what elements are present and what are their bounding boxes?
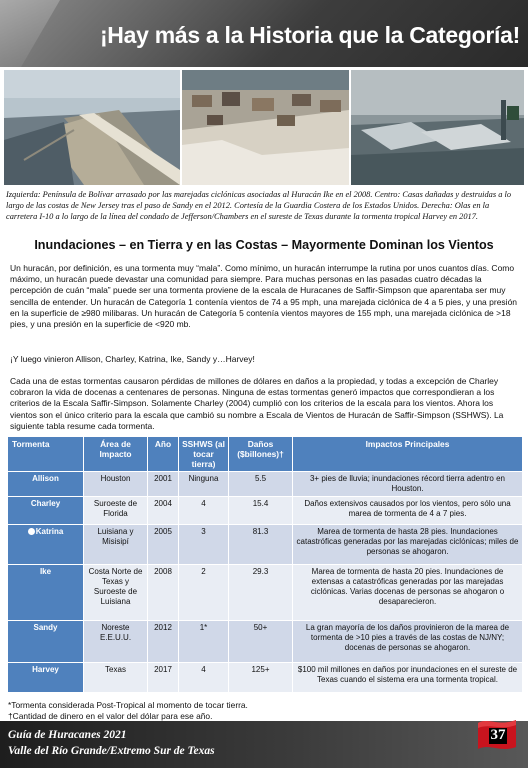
table-row <box>8 621 523 663</box>
table-row <box>8 472 523 497</box>
main-impacts: La gran mayoría de los daños provinieron de la marea de tormenta de >10 pies a través de las costas de NJ/NY; docenas de personas se ahogaron. <box>293 621 523 663</box>
storm-year: 2001 <box>148 472 179 497</box>
body-paragraph-2: ¡Y luego vinieron Allison, Charley, Katrina, Ike, Sandy y…Harvey! <box>10 354 255 364</box>
table-row <box>8 663 523 693</box>
bullet-icon <box>28 528 35 535</box>
damage-value: 5.5 <box>229 472 293 497</box>
photo-caption: Izquierda: Península de Bolívar arrasado por las marejadas ciclónicas asociadas al Huracán Ike en el 2008. Centro: Casas dañadas y destruidas a lo largo de las costas de New Jersey tras el paso de Sandy en el 2012. Cortesía de la Guardia Costera de los Estados Unidos. Derecha: Olas en la carretera I-10 a lo largo de la línea del condado de Jefferson/Chambers en el sureste de Texas durante la tormenta tropical Harvey en 2017. <box>6 190 512 222</box>
main-impacts: Marea de tormenta de hasta 20 pies. Inundaciones de extensas a catastróficas generadas por las marejadas ciclónicas. Varias docenas de personas se ahogaron o desaparecieron. <box>293 565 523 621</box>
header-area: Área de Impacto <box>84 437 148 472</box>
page-footer <box>0 721 528 768</box>
table-row <box>8 565 523 621</box>
damage-value: 125+ <box>229 663 293 693</box>
main-impacts: 3+ pies de lluvia; inundaciones récord tierra adentro en Houston. <box>293 472 523 497</box>
body-paragraph-3: Cada una de estas tormentas causaron pérdidas de millones de dólares en daños a la propiedad, y todas a excepción de Charley cobraron la vida de docenas a centenares de personas. Ninguna de estas tormentas generó impactos que correspondieran a los criterios de la Escala Saffir-Simpson. Solamente Charley (2004) cumplió con los criterios de la escala para los vientos. Ahora los vientos son el único criterio para la escala que cambió su nombre a Escala de Vientos de Huracán de Saffir-Simpson (SSHWS). La siguiente tabla resume cada tormenta. <box>10 376 504 431</box>
main-impacts: Marea de tormenta de hasta 28 pies. Inundaciones catastróficas generadas por las marejadas ciclónicas; miles de personas se ahogaron. <box>293 525 523 565</box>
note-post-tropical: *Tormenta considerada Post-Tropical al momento de tocar tierra. <box>8 700 248 710</box>
impact-area: Costa Norte de Texas y Suroeste de Luisiana <box>84 565 148 621</box>
aerial-houses-photo <box>182 70 349 185</box>
storm-year: 2004 <box>148 497 179 525</box>
impact-area: Houston <box>84 472 148 497</box>
damage-value: 29.3 <box>229 565 293 621</box>
header-year: Año <box>148 437 179 472</box>
impact-area: Suroeste de Florida <box>84 497 148 525</box>
section-title: Inundaciones – en Tierra y en las Costas – Mayormente Dominan los Vientos <box>34 238 494 252</box>
highway-waves-photo <box>351 70 524 185</box>
sshws-category: 3 <box>179 525 229 565</box>
main-impacts: Daños extensivos causados por los vientos, pero sólo una marea de tormenta de 4 a 7 pies. <box>293 497 523 525</box>
header-storm: Tormenta <box>8 437 84 472</box>
damage-value: 15.4 <box>229 497 293 525</box>
header-impacts: Impactos Principales <box>293 437 523 472</box>
damage-value: 50+ <box>229 621 293 663</box>
body-paragraph-1: Un huracán, por definición, es una tormenta muy “mala”. Como mínimo, un huracán interrumpe la rutina por unos cuantos días. Como máximo, un huracán puede devastar una comunidad para siempre. Para muchas personas en las pasadas cuatro décadas la percepción de cuán “mala” puede ser una tormenta proviene de la escala de Huracanes de Saffir-Simpson que aparentaba ser muy sencilla de entender. Un huracán de Categoría 1 contenía vientos de 74 a 95 mph, una marejada ciclónica de 4 a 5 pies, y una presión en la superficie de ≥980 milibaras. Un huracán de Categoría 5 contenía vientos mayores de 155 mph, una marejada ciclónica de >18 pies, y una presión en la superficie de <920 mb. <box>10 263 518 330</box>
storm-name: Ike <box>8 565 84 621</box>
page-number: 37 <box>490 727 506 743</box>
storm-name <box>8 525 84 565</box>
table-row <box>8 525 523 565</box>
impact-area: Noreste E.E.U.U. <box>84 621 148 663</box>
page-title: ¡Hay más a la Historia que la Categoría! <box>99 22 520 48</box>
storms-table <box>7 436 523 693</box>
impact-area: Luisiana y Misisipí <box>84 525 148 565</box>
table-header-row <box>8 437 523 472</box>
table-notes <box>8 700 518 722</box>
sshws-category: 2 <box>179 565 229 621</box>
sshws-category: Ninguna <box>179 472 229 497</box>
main-impacts: $100 mil millones en daños por inundaciones en el sureste de Texas cuando el sistema era una tormenta tropical. <box>293 663 523 693</box>
storm-name: Charley <box>8 497 84 525</box>
sshws-category: 4 <box>179 497 229 525</box>
damage-value: 81.3 <box>229 525 293 565</box>
sshws-category: 4 <box>179 663 229 693</box>
header-damage: Daños ($billones)† <box>229 437 293 472</box>
page-header <box>0 0 528 67</box>
storm-name: Harvey <box>8 663 84 693</box>
header-sshws: SSHWS (al tocar tierra) <box>179 437 229 472</box>
storm-year: 2005 <box>148 525 179 565</box>
footer-region: Valle del Río Grande/Extremo Sur de Texas <box>8 745 215 757</box>
aerial-peninsula-photo <box>4 70 180 185</box>
photo-strip <box>4 70 524 185</box>
sshws-category: 1* <box>179 621 229 663</box>
header-accent <box>0 0 60 67</box>
impact-area: Texas <box>84 663 148 693</box>
storm-name: Allison <box>8 472 84 497</box>
storm-name: Sandy <box>8 621 84 663</box>
storm-name-text: Katrina <box>35 527 64 536</box>
note-dollar-value: †Cantidad de dinero en el valor del dólar para ese año. <box>8 711 213 721</box>
table-row <box>8 497 523 525</box>
storm-year: 2012 <box>148 621 179 663</box>
footer-guide-title: Guía de Huracanes 2021 <box>8 729 127 741</box>
storm-year: 2017 <box>148 663 179 693</box>
storm-year: 2008 <box>148 565 179 621</box>
